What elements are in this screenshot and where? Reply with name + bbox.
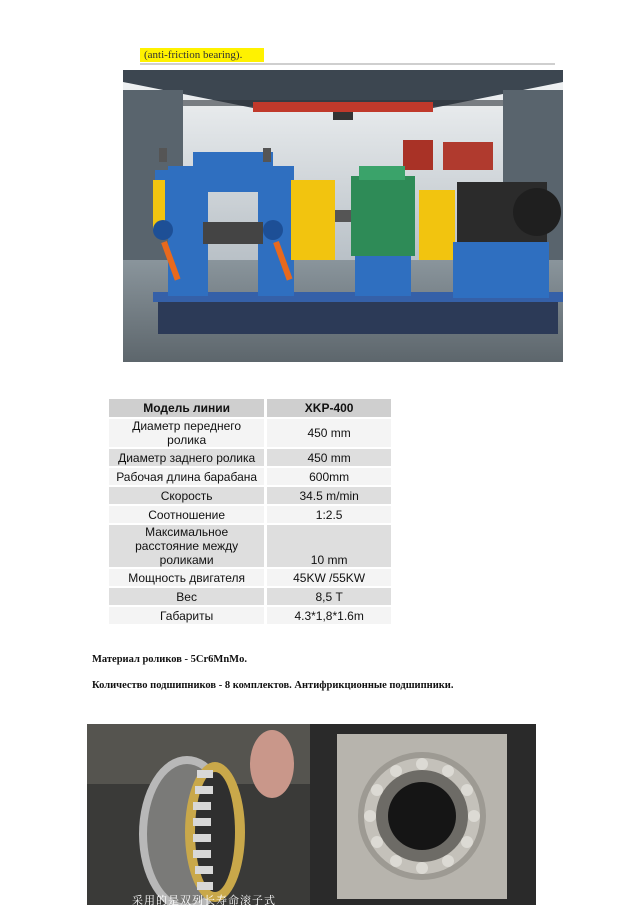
- divider: [140, 63, 555, 65]
- machine-photo: [123, 70, 563, 362]
- spec-label: Рабочая длина барабана: [109, 468, 267, 485]
- spec-value: 600mm: [267, 468, 391, 485]
- spec-label: Диаметр переднего ролика: [109, 419, 267, 447]
- bearing-photos: [87, 724, 536, 905]
- table-row: [109, 449, 391, 466]
- table-row: [109, 506, 391, 523]
- spec-value: 450 mm: [267, 419, 391, 447]
- photo-caption: 采用的是双列长寿命滚子式: [132, 895, 276, 905]
- table-row: [109, 487, 391, 504]
- spec-value: 45KW /55KW: [267, 569, 391, 586]
- spec-value: 10 mm: [267, 525, 391, 567]
- spec-label: Вес: [109, 588, 267, 605]
- table-row: [109, 399, 391, 417]
- spec-label: Габариты: [109, 607, 267, 624]
- spec-label: Диаметр заднего ролика: [109, 449, 267, 466]
- spec-value: 450 mm: [267, 449, 391, 466]
- table-row: [109, 419, 391, 447]
- top-note: [140, 48, 555, 66]
- spec-label: Модель линии: [109, 399, 267, 417]
- spec-value: 8,5 Т: [267, 588, 391, 605]
- table-row: [109, 569, 391, 586]
- roller-material-paragraph: Материал роликов - 5Cr6MnMo.: [92, 654, 247, 665]
- top-note-text: (anti-friction bearing).: [144, 49, 243, 61]
- spec-value: 4.3*1,8*1.6m: [267, 607, 391, 624]
- bearings-paragraph: Количество подшипников - 8 комплектов. Антифрикционные подшипники.: [92, 680, 454, 691]
- spec-label: Максимальное расстояние между роликами: [109, 525, 267, 567]
- table-row: [109, 468, 391, 485]
- spec-value: 1:2.5: [267, 506, 391, 523]
- spec-label: Соотношение: [109, 506, 267, 523]
- spec-label: Скорость: [109, 487, 267, 504]
- table-row: [109, 588, 391, 605]
- spec-label: Мощность двигателя: [109, 569, 267, 586]
- spec-value: XKP-400: [267, 399, 391, 417]
- spec-value: 34.5 m/min: [267, 487, 391, 504]
- table-row: [109, 525, 391, 567]
- table-row: [109, 607, 391, 624]
- spec-table: [109, 397, 391, 626]
